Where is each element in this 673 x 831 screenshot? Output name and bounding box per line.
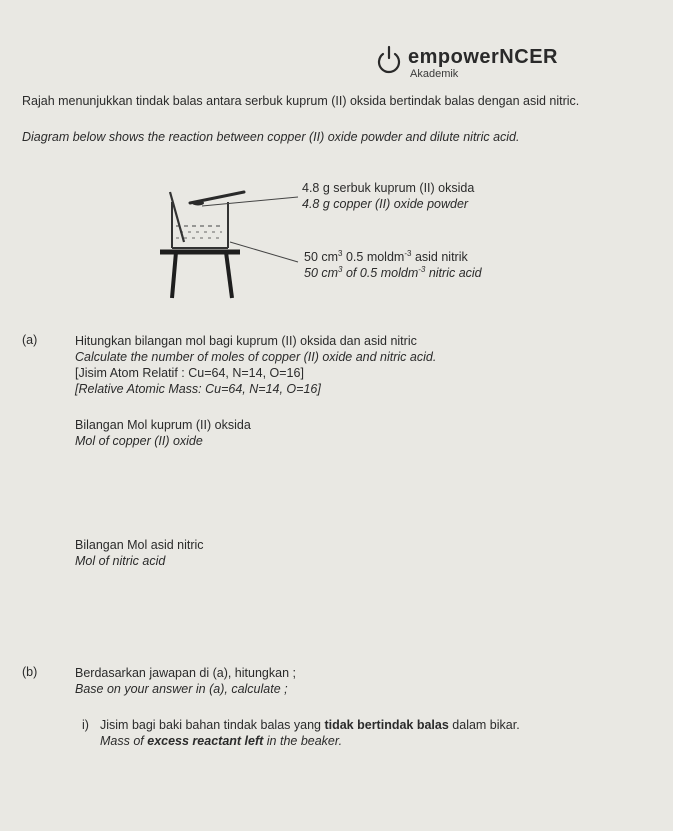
intro-malay: Rajah menunjukkan tindak balas antara serbuk kuprum (II) oksida bertindak balas dengan asid nitric.: [22, 94, 580, 108]
question-b-english: Base on your answer in (a), calculate ;: [75, 682, 288, 696]
mol-cuo-english: Mol of copper (II) oxide: [75, 434, 203, 448]
ram-english: [Relative Atomic Mass: Cu=64, N=14, O=16]: [75, 382, 321, 396]
question-b-number: (b): [22, 665, 38, 679]
question-a-english: Calculate the number of moles of copper (II) oxide and nitric acid.: [75, 350, 437, 364]
mol-hno3-english: Mol of nitric acid: [75, 554, 166, 568]
label-acid-malay: 50 $cm^3$ 0.5 moldm$^{-3}$ asid nitrik: [304, 248, 468, 264]
brand-name: empowerNCER: [408, 46, 558, 68]
apparatus-diagram: [150, 180, 310, 305]
brand-subtitle: Akademik: [410, 68, 459, 80]
ram-malay: [Jisim Atom Relatif : Cu=64, N=14, O=16]: [75, 366, 304, 380]
label-acid-english: 50 $cm^3$ of 0.5 moldm$^{-3}$ nitric acid: [304, 264, 482, 280]
intro-english: Diagram below shows the reaction between copper (II) oxide powder and dilute nitric acid.: [22, 130, 520, 144]
question-a-number: (a): [22, 333, 38, 347]
mol-hno3-malay: Bilangan Mol asid nitric: [75, 538, 204, 552]
question-b-i-number: i): [82, 718, 89, 732]
label-cuo-english: 4.8 g copper (II) oxide powder: [302, 197, 469, 211]
label-cuo-malay: 4.8 g serbuk kuprum (II) oksida: [302, 181, 475, 195]
mol-cuo-malay: Bilangan Mol kuprum (II) oksida: [75, 418, 251, 432]
power-icon: [374, 45, 404, 77]
question-b-malay: Berdasarkan jawapan di (a), hitungkan ;: [75, 666, 296, 680]
question-b-i-malay: Jisim bagi baki bahan tindak balas yang tidak bertindak balas dalam bikar.: [100, 718, 520, 732]
question-a-malay: Hitungkan bilangan mol bagi kuprum (II) oksida dan asid nitric: [75, 334, 417, 348]
question-b-i-english: Mass of excess reactant left in the beaker.: [100, 734, 343, 748]
